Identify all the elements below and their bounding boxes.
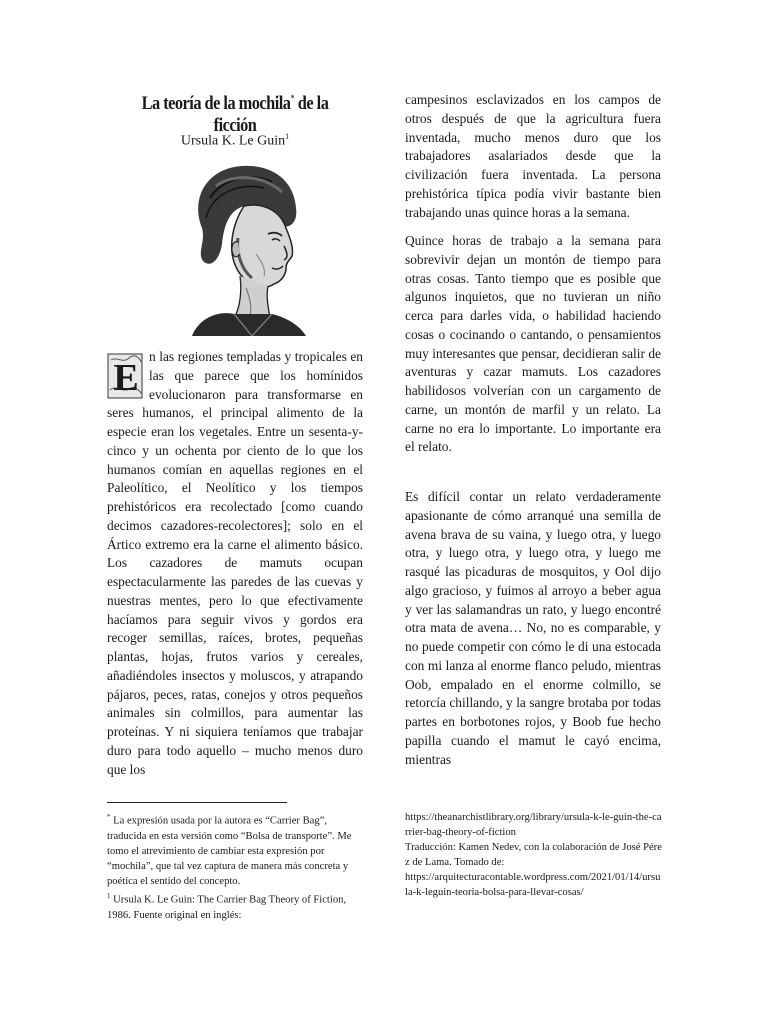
footnote-1: * La expresión usada por la autora es “Carrier Bag”, traducida en esta versión como “Bolsa de transporte”. Me tomo el atrevimiento de cambiar esta expresión por “mochila”, que tal vez captura de manera más concreta y poética el sentido del concepto. (107, 813, 352, 887)
footnote-2: $^1$ Ursula K. Le Guin: The Carrier Bag Theory of Fiction, 1986. Fuente original en inglés: (107, 892, 347, 921)
translation-credit: Traducción: Kamen Nedev, con la colaboración de José Pérez de Lama. Tomado de: (405, 842, 662, 869)
original-source-url: https://theanarchistlibrary.org/library/ursula-k-le-guin-the-carrier-bag-theory-of-fiction (405, 812, 662, 839)
left-paragraph-1: n las regiones templadas y tropicales en las que parece que los homínidos evolucionaron para transformarse en seres humanos, el principal alimento de la especie eran los vegetales. Entre un sesenta-y-cinco y un ochenta por ciento de lo que los humanos comían en aquellas regiones en el Paleolítico, el Neolítico y los tiempos prehistóricos era recolectado [como cuando decimos cazadores-recolectores]; solo en el Ártico extremo era la carne el alimento básico. Los cazadores de mamuts ocupan espectacularmente las paredes de las cuevas y nuestras mentes, pero lo que efectivamente hacíamos para seguir vivos y gordos era recoger semillas, raíces, brotes, pequeñas plantas, hojas, frutos varios y cereales, añadiéndoles insectos y moluscos, y atrapando pájaros, peces, ratas, conejos y otros pequeños animales sin colmillos, para aumentar las proteínas. Y ni siquiera teníamos que trabajar duro para todo aquello – mucho menos duro que los (107, 349, 363, 777)
right-paragraph-1: campesinos esclavizados en los campos de otros después de que la agricultura fuera inventada, mucho menos duro que los trabajadores asalariados desde que la civilización fuera inventada. La persona prehistórica típica podía vivir bastante bien trabajando unas quince horas a la semana. (405, 92, 661, 220)
author-name: Ursula K. Le Guin$^1$ (180, 132, 290, 149)
footnotes (107, 810, 363, 923)
footnote-continuation (405, 810, 663, 901)
footnote-divider (107, 802, 287, 803)
decorative-dropcap-e (107, 350, 145, 402)
source-url: https://arquitecturacontable.wordpress.com/2021/01/14/ursula-k-leguin-teoria-bolsa-para-llevar-cosas/ (405, 872, 661, 899)
author-portrait-illustration (172, 158, 307, 336)
dropcap-letter: E (113, 357, 139, 399)
author-footnote-mark: 1 (285, 132, 290, 141)
title-footnote-mark: * (290, 93, 295, 105)
right-paragraph-3: Es difícil contar un relato verdaderamente apasionante de cómo arranqué una semilla de avena brava de su vaina, y luego otra, y luego otra, y luego otra, y luego otra, y luego me rasqué las picaduras de mosquitos, y Ool dijo algo gracioso, y fuimos al arroyo a beber agua y ver las salamandras un rato, y luego encontré otra mata de avena… No, no es comparable, y no puede competir con cómo le di una estocada con mi lanza al enorme flanco peludo, mientras Oob, empalado en el enorme colmillo, se retorcía chillando, y la sangre brotaba por todas partes en borbotones rojos, y Boob fue hecho papilla cuando el mamut le cayó encima, mientras (405, 489, 661, 767)
left-column-text (107, 348, 363, 779)
right-paragraph-2: Quince horas de trabajo a la semana para sobrevivir dejan un montón de tiempo para otras cosas. Tanto tiempo que es posible que algunos inquietos, que no tuvieran un niño cerca para darles vida, o habilidad haciendo cosas o cocinando o cantando, o pensamientos muy interesantes que pensar, decidieran salir de aventuras y cazar mamuts. Los cazadores habilidosos volverían con un cargamento de carne, un montón de marfil y un relato. La carne no era lo importante. Lo importante era el relato. (405, 233, 661, 455)
article-title: La teoría de la mochila* de la ficción (141, 93, 329, 136)
